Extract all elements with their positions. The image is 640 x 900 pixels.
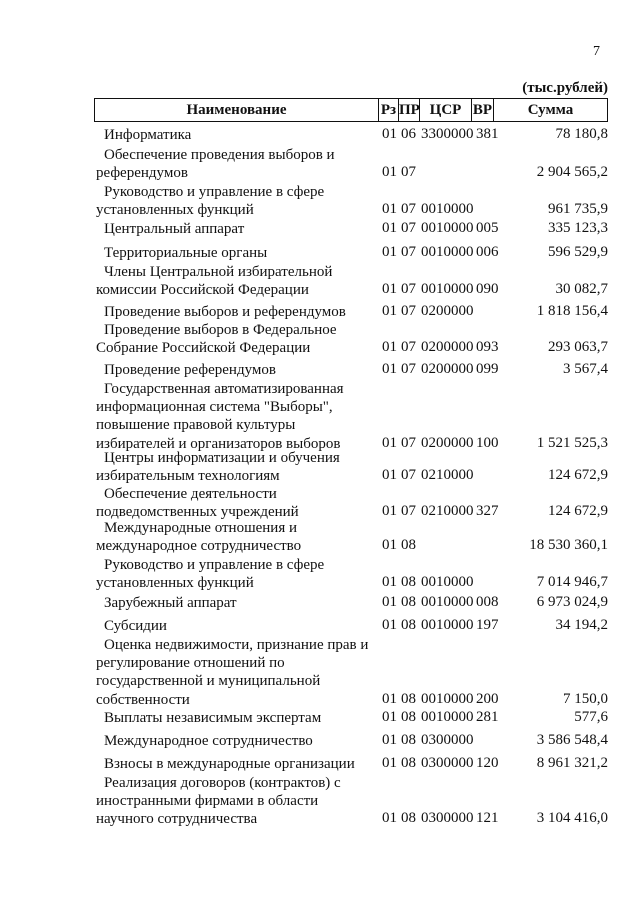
table-row <box>0 617 640 635</box>
row-rz: 01 <box>382 467 397 484</box>
row-name: Члены Центральной избирательной комиссии Российской Федерации <box>96 264 333 299</box>
row-sum: 1 818 156,4 <box>536 303 608 319</box>
row-pr: 08 <box>401 690 416 707</box>
table-row <box>0 303 640 321</box>
table-row <box>0 774 640 829</box>
table-row <box>0 755 640 773</box>
row-name: Руководство и управление в сфере установленных функций <box>96 184 325 219</box>
row-rz: 01 <box>382 244 397 260</box>
row-csr: 0210000 <box>421 503 474 520</box>
row-rz: 01 <box>382 164 397 181</box>
table-row <box>0 594 640 612</box>
row-name: Реализация договоров (контрактов) с иностранными фирмами в области научного сотрудничества <box>96 775 341 828</box>
units-label: (тыс.рублей) <box>522 80 608 96</box>
page-number: 7 <box>593 44 600 59</box>
row-csr: 0300000 <box>421 810 474 827</box>
table-row <box>0 732 640 750</box>
row-vr: 005 <box>476 220 499 236</box>
row-csr: 0210000 <box>421 467 474 484</box>
row-sum: 124 672,9 <box>548 503 608 520</box>
row-name: Проведение выборов в Федеральное Собрание Российской Федерации <box>96 322 337 357</box>
row-csr: 0300000 <box>421 755 474 771</box>
row-sum: 3 567,4 <box>563 361 608 377</box>
row-sum: 1 521 525,3 <box>536 434 608 451</box>
table-row <box>0 183 640 219</box>
table-row <box>0 449 640 485</box>
row-vr: 200 <box>476 690 499 707</box>
row-csr: 0200000 <box>421 339 474 356</box>
row-pr: 08 <box>401 594 416 610</box>
row-rz: 01 <box>382 303 397 319</box>
row-name: Информатика <box>104 127 192 143</box>
row-pr: 08 <box>401 537 416 554</box>
row-name: Зарубежный аппарат <box>104 595 237 611</box>
row-pr: 07 <box>401 434 416 451</box>
row-sum: 124 672,9 <box>548 467 608 484</box>
row-vr: 100 <box>476 434 499 451</box>
row-name: Центральный аппарат <box>104 221 245 237</box>
row-rz: 01 <box>382 434 397 451</box>
row-pr: 07 <box>401 281 416 298</box>
row-rz: 01 <box>382 594 397 610</box>
row-name: Обеспечение проведения выборов и референдумов <box>96 147 335 182</box>
row-sum: 30 082,7 <box>555 281 608 298</box>
row-name: Проведение референдумов <box>104 362 276 378</box>
row-pr: 08 <box>401 709 416 725</box>
row-name: Взносы в международные организации <box>104 756 355 772</box>
row-name: Территориальные органы <box>104 245 268 261</box>
row-csr: 0010000 <box>421 220 474 236</box>
row-rz: 01 <box>382 574 397 591</box>
row-csr: 3300000 <box>421 126 474 142</box>
row-vr: 008 <box>476 594 499 610</box>
row-csr: 0010000 <box>421 574 474 591</box>
row-csr: 0010000 <box>421 201 474 218</box>
table-row <box>0 244 640 262</box>
table-row <box>0 361 640 379</box>
row-rz: 01 <box>382 617 397 633</box>
row-sum: 961 735,9 <box>548 201 608 218</box>
row-rz: 01 <box>382 690 397 707</box>
row-rz: 01 <box>382 201 397 218</box>
row-vr: 381 <box>476 126 499 142</box>
row-name: Проведение выборов и референдумов <box>104 304 346 320</box>
row-pr: 08 <box>401 732 416 748</box>
table-row <box>0 709 640 727</box>
row-pr: 07 <box>401 503 416 520</box>
header-pr: ПР <box>399 99 420 121</box>
header-sum: Сумма <box>527 102 574 118</box>
row-name: Субсидии <box>104 618 167 634</box>
table-row <box>0 126 640 144</box>
row-csr: 0300000 <box>421 732 474 748</box>
table-row <box>0 636 640 709</box>
table-row <box>0 380 640 453</box>
row-pr: 07 <box>401 164 416 181</box>
row-pr: 08 <box>401 810 416 827</box>
row-pr: 07 <box>401 467 416 484</box>
row-vr: 121 <box>476 810 499 827</box>
row-vr: 197 <box>476 617 499 633</box>
row-sum: 577,6 <box>574 709 608 725</box>
row-sum: 78 180,8 <box>555 126 608 142</box>
table-row <box>0 263 640 299</box>
row-pr: 07 <box>401 220 416 236</box>
row-sum: 7 150,0 <box>563 690 608 707</box>
row-sum: 2 904 565,2 <box>536 164 608 181</box>
header-name: Наименование <box>95 99 379 121</box>
row-pr: 07 <box>401 201 416 218</box>
row-rz: 01 <box>382 220 397 236</box>
row-vr: 093 <box>476 339 499 356</box>
row-vr: 281 <box>476 709 499 725</box>
row-rz: 01 <box>382 732 397 748</box>
row-name: Международные отношения и международное сотрудничество <box>96 520 302 555</box>
row-sum: 335 123,3 <box>548 220 608 236</box>
row-name: Международное сотрудничество <box>104 733 313 749</box>
row-sum: 6 973 024,9 <box>536 594 608 610</box>
row-name: Руководство и управление в сфере установленных функций <box>96 557 325 592</box>
row-vr: 327 <box>476 503 499 520</box>
header-rz: Рз <box>379 99 399 121</box>
row-sum: 34 194,2 <box>555 617 608 633</box>
row-name: Центры информатизации и обучения избирательным технологиям <box>96 450 340 485</box>
row-rz: 01 <box>382 503 397 520</box>
table-row <box>0 220 640 238</box>
row-csr: 0200000 <box>421 434 474 451</box>
table-row <box>0 146 640 182</box>
row-pr: 07 <box>401 339 416 356</box>
table-row <box>0 556 640 592</box>
row-vr: 120 <box>476 755 499 771</box>
row-csr: 0010000 <box>421 244 474 260</box>
row-vr: 090 <box>476 281 499 298</box>
row-pr: 07 <box>401 361 416 377</box>
row-pr: 07 <box>401 244 416 260</box>
row-pr: 08 <box>401 574 416 591</box>
row-rz: 01 <box>382 810 397 827</box>
row-rz: 01 <box>382 339 397 356</box>
row-sum: 7 014 946,7 <box>536 574 608 591</box>
table-header <box>94 98 608 122</box>
table-row <box>0 321 640 357</box>
table-row <box>0 519 640 555</box>
row-csr: 0010000 <box>421 709 474 725</box>
row-vr: 099 <box>476 361 499 377</box>
row-sum: 8 961 321,2 <box>536 755 608 771</box>
row-csr: 0010000 <box>421 690 474 707</box>
row-name: Выплаты независимым экспертам <box>104 710 322 726</box>
row-csr: 0200000 <box>421 361 474 377</box>
row-name: Оценка недвижимости, признание прав и регулирование отношений по государственной и муниципальной собственности <box>96 637 369 708</box>
row-rz: 01 <box>382 281 397 298</box>
row-pr: 06 <box>401 126 416 142</box>
row-rz: 01 <box>382 361 397 377</box>
row-pr: 07 <box>401 303 416 319</box>
row-csr: 0010000 <box>421 281 474 298</box>
header-csr: ЦСР <box>420 99 472 121</box>
row-rz: 01 <box>382 537 397 554</box>
row-csr: 0010000 <box>421 617 474 633</box>
row-sum: 293 063,7 <box>548 339 608 356</box>
row-pr: 08 <box>401 755 416 771</box>
row-rz: 01 <box>382 755 397 771</box>
row-sum: 3 104 416,0 <box>536 810 608 827</box>
row-name: Обеспечение деятельности подведомственных учреждений <box>96 486 299 521</box>
row-rz: 01 <box>382 709 397 725</box>
row-vr: 006 <box>476 244 499 260</box>
row-csr: 0200000 <box>421 303 474 319</box>
row-rz: 01 <box>382 126 397 142</box>
row-sum: 596 529,9 <box>548 244 608 260</box>
row-name: Государственная автоматизированная информационная система "Выборы", повышение правовой культуры избирателей и организаторов выборов <box>96 381 344 452</box>
row-csr: 0010000 <box>421 594 474 610</box>
table-row <box>0 485 640 521</box>
header-vr: ВР <box>472 99 494 121</box>
row-sum: 18 530 360,1 <box>529 537 608 554</box>
row-pr: 08 <box>401 617 416 633</box>
row-sum: 3 586 548,4 <box>536 732 608 748</box>
